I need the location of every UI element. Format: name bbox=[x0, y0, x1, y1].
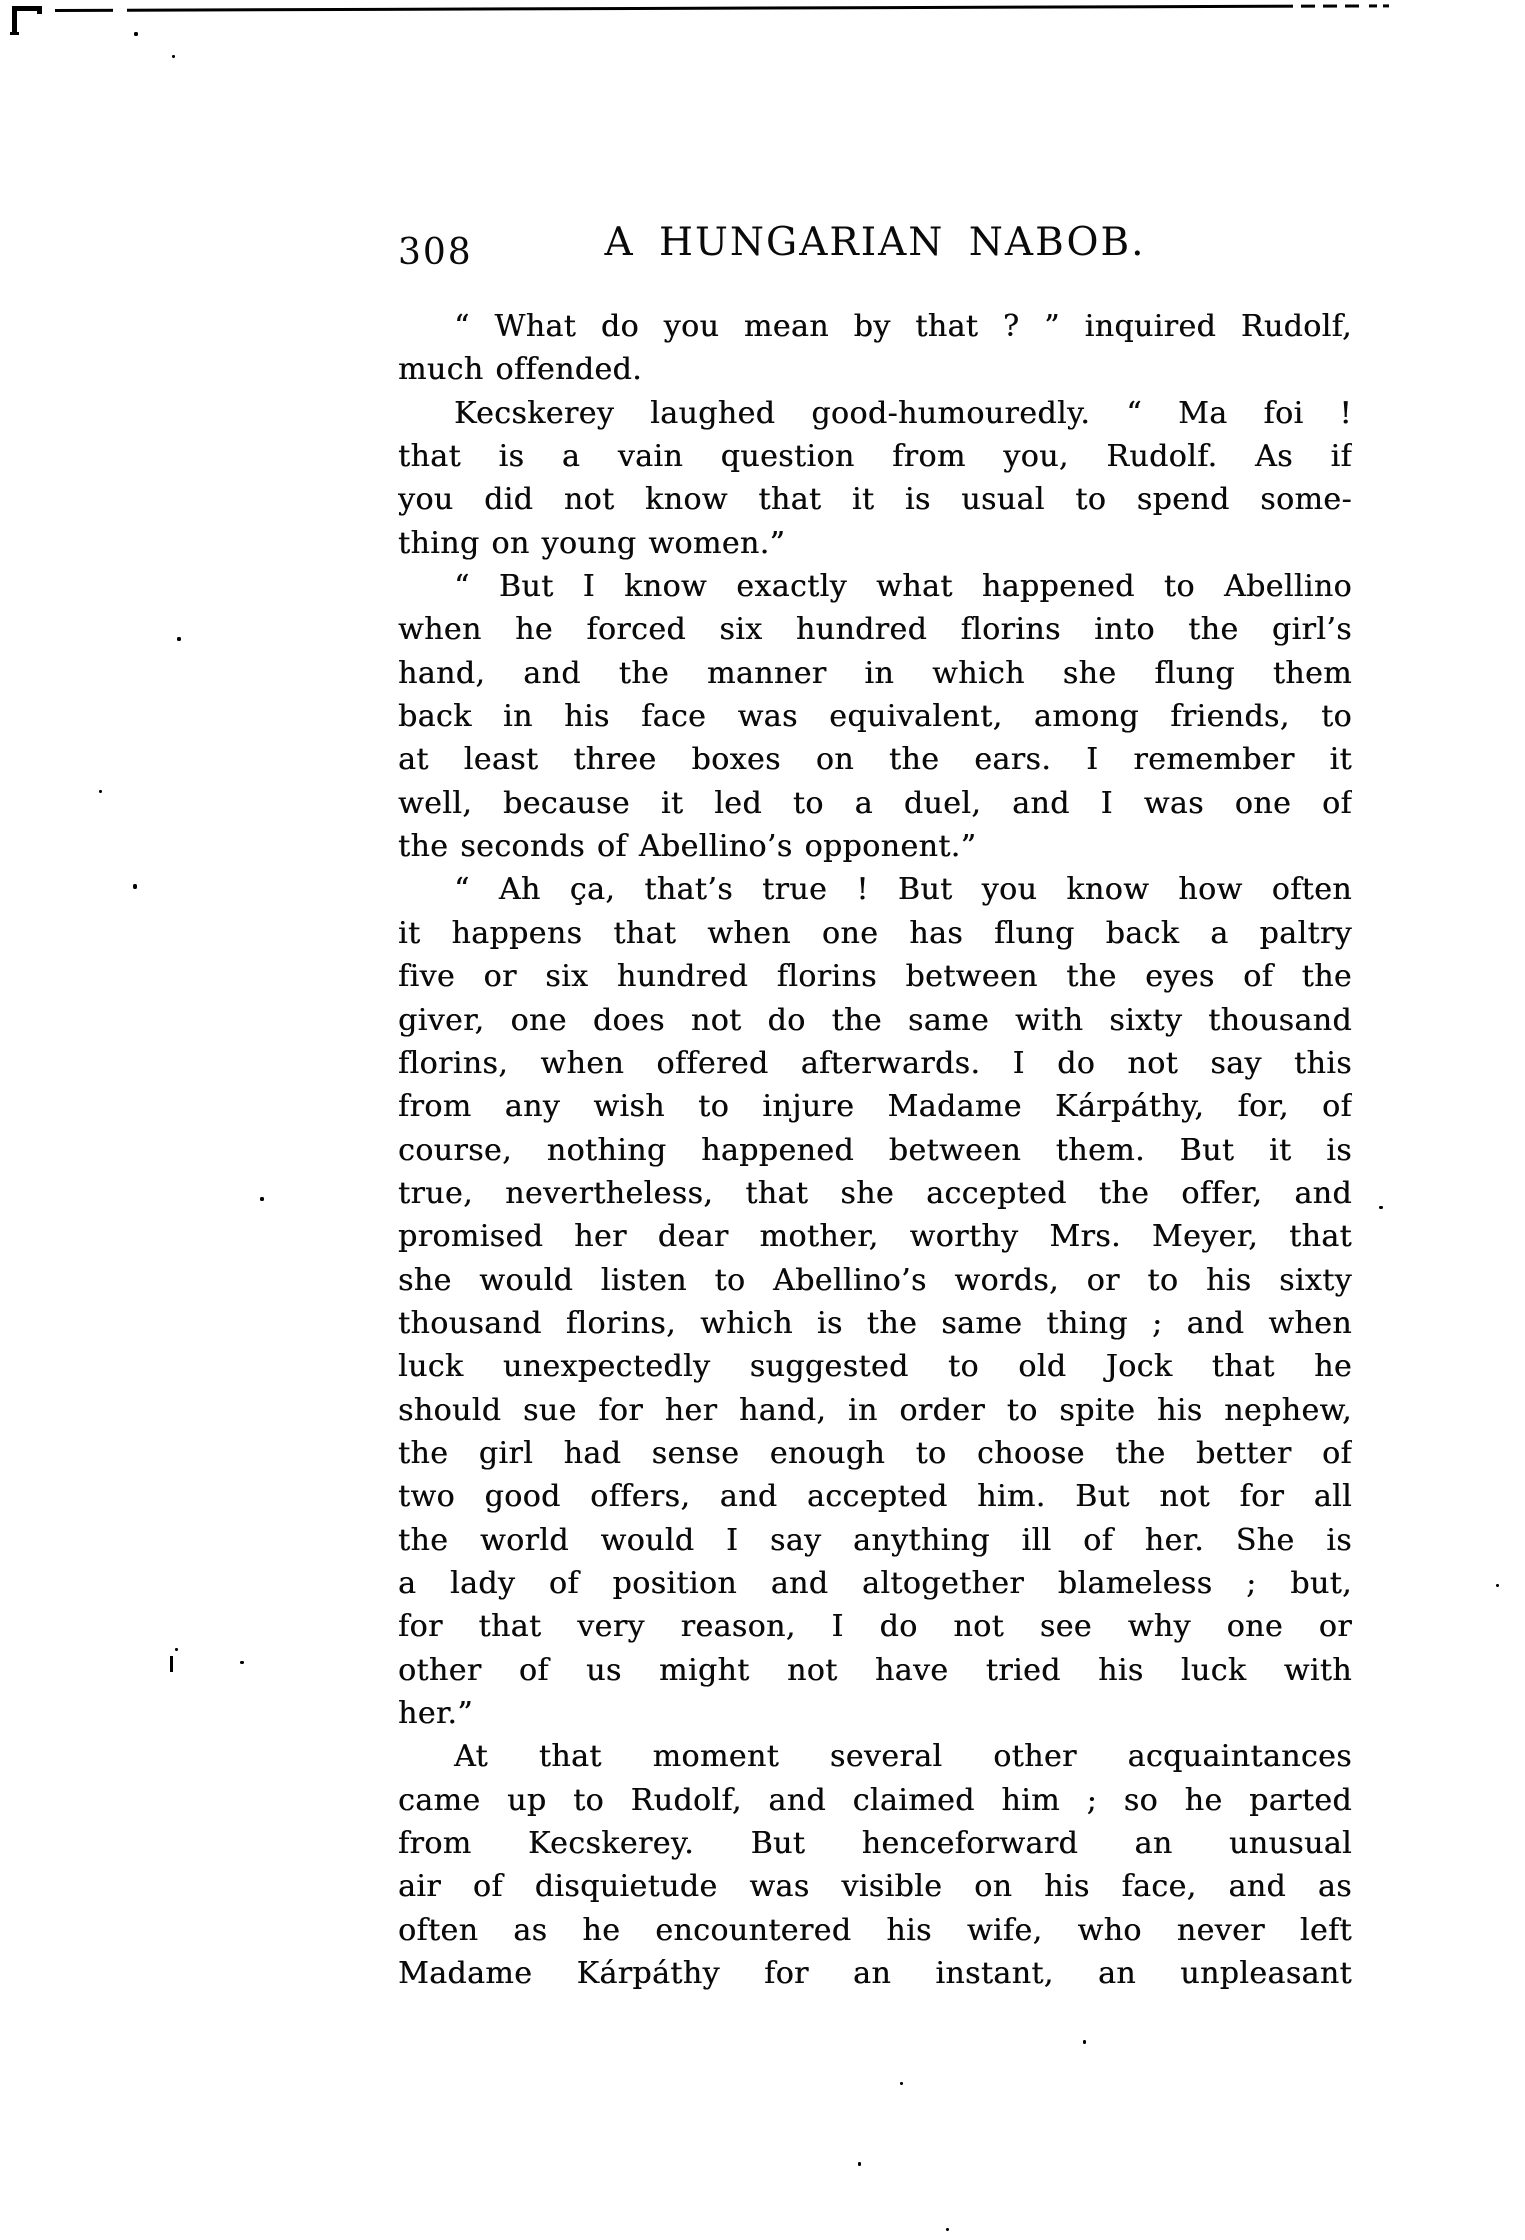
scan-speck bbox=[99, 790, 102, 793]
text-line: should sue for her hand, in order to spite his nephew, bbox=[398, 1392, 1352, 1428]
text-line: the seconds of Abellino’s opponent.” bbox=[398, 829, 977, 865]
scan-speck bbox=[175, 1648, 178, 1651]
text-line: five or six hundred florins between the eyes of the bbox=[398, 959, 1352, 995]
corner-mark-serif bbox=[37, 11, 42, 14]
text-line: it happens that when one has flung back a paltry bbox=[398, 915, 1352, 951]
text-line: from Kecskerey. But henceforward an unusual bbox=[398, 1826, 1352, 1862]
text-line: thing on young women.” bbox=[398, 525, 786, 561]
text-line: true, nevertheless, that she accepted the offer, and bbox=[398, 1175, 1352, 1211]
corner-mark-foot bbox=[10, 32, 19, 35]
scan-speck bbox=[240, 1661, 244, 1664]
paragraph bbox=[398, 1735, 1352, 1995]
paragraph bbox=[398, 565, 1352, 868]
text-line: Madame Kárpáthy for an instant, an unpleasant bbox=[398, 1956, 1352, 1992]
scan-speck bbox=[133, 884, 137, 889]
scan-speck bbox=[1083, 2040, 1086, 2044]
paragraph bbox=[398, 868, 1352, 1735]
text-line: “ But I know exactly what happened to Abellino bbox=[454, 569, 1352, 605]
scan-speck bbox=[172, 55, 175, 58]
scan-speck bbox=[170, 1656, 173, 1672]
scan-speck bbox=[1379, 1206, 1383, 1209]
text-line: much offended. bbox=[398, 352, 643, 388]
text-line: her.” bbox=[398, 1696, 473, 1731]
text-line: Kecskerey laughed good-humouredly. “ Ma foi ! bbox=[454, 395, 1352, 431]
text-line: she would listen to Abellino’s words, or to his sixty bbox=[398, 1262, 1352, 1298]
text-line: promised her dear mother, worthy Mrs. Meyer, that bbox=[398, 1219, 1352, 1255]
text-line: for that very reason, I do not see why one or bbox=[398, 1609, 1352, 1645]
scan-speck bbox=[260, 1197, 264, 1201]
scan-edge-line bbox=[55, 4, 1395, 12]
scan-speck bbox=[900, 2082, 903, 2085]
text-line: a lady of position and altogether blameless ; but, bbox=[398, 1565, 1352, 1601]
text-line: you did not know that it is usual to spend some- bbox=[398, 482, 1352, 518]
paragraph bbox=[398, 392, 1352, 565]
text-line: when he forced six hundred florins into the girl’s bbox=[398, 612, 1352, 648]
page-number: 308 bbox=[398, 232, 473, 273]
text-line: course, nothing happened between them. But it is bbox=[398, 1132, 1352, 1168]
text-line: At that moment several other acquaintances bbox=[454, 1739, 1352, 1775]
text-line: hand, and the manner in which she flung them bbox=[398, 655, 1352, 691]
text-line: from any wish to injure Madame Kárpáthy, for, of bbox=[398, 1089, 1352, 1125]
scan-speck bbox=[858, 2162, 861, 2166]
scan-speck bbox=[1496, 1584, 1499, 1587]
corner-mark bbox=[12, 6, 46, 36]
text-line: air of disquietude was visible on his face, and as bbox=[398, 1869, 1352, 1905]
scan-speck bbox=[177, 637, 181, 641]
text-block bbox=[398, 305, 1352, 1995]
text-line: luck unexpectedly suggested to old Jock that he bbox=[398, 1349, 1352, 1385]
paragraph bbox=[398, 305, 1352, 392]
text-line: thousand florins, which is the same thing ; and when bbox=[398, 1305, 1352, 1341]
text-line: came up to Rudolf, and claimed him ; so he parted bbox=[398, 1782, 1352, 1818]
text-line: well, because it led to a duel, and I was one of bbox=[398, 785, 1352, 821]
text-line: florins, when offered afterwards. I do not say this bbox=[398, 1045, 1352, 1081]
corner-mark-stem bbox=[12, 6, 17, 33]
text-line: other of us might not have tried his luck with bbox=[398, 1652, 1352, 1688]
scan-speck bbox=[946, 2228, 949, 2231]
text-line: often as he encountered his wife, who never left bbox=[398, 1912, 1352, 1948]
text-line: the girl had sense enough to choose the better of bbox=[398, 1435, 1352, 1471]
text-line: the world would I say anything ill of her. She is bbox=[398, 1522, 1352, 1558]
text-line: “ What do you mean by that ? ” inquired Rudolf, bbox=[454, 309, 1352, 344]
running-title: A HUNGARIAN NABOB. bbox=[604, 220, 1146, 265]
text-line: that is a vain question from you, Rudolf. As if bbox=[398, 439, 1352, 475]
text-line: “ Ah ça, that’s true ! But you know how often bbox=[454, 872, 1352, 908]
text-line: back in his face was equivalent, among friends, to bbox=[398, 699, 1352, 735]
scan-speck bbox=[134, 32, 138, 36]
text-line: at least three boxes on the ears. I remember it bbox=[398, 742, 1352, 778]
text-line: giver, one does not do the same with sixty thousand bbox=[398, 1002, 1352, 1038]
text-line: two good offers, and accepted him. But not for all bbox=[398, 1479, 1352, 1515]
